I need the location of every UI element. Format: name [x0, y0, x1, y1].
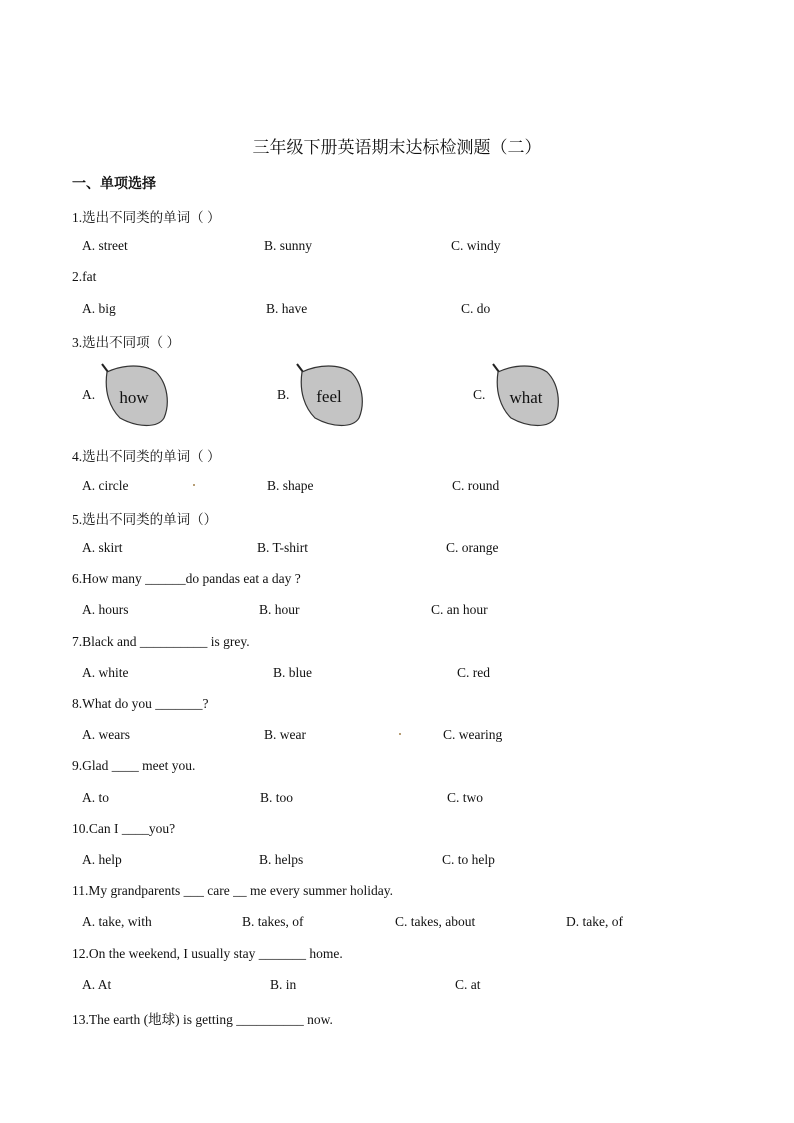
- leaf-icon: [489, 362, 565, 430]
- question-8: 8.What do you _______?: [72, 696, 209, 711]
- question-12: 12.On the weekend, I usually stay _______ home.: [72, 946, 343, 961]
- q12-option-b[interactable]: B. in: [270, 977, 297, 992]
- q6-option-c[interactable]: C. an hour: [431, 602, 488, 617]
- q6-option-a[interactable]: A. hours: [82, 602, 129, 617]
- q3-option-c-label: C.: [473, 387, 486, 402]
- q5-option-a[interactable]: A. skirt: [82, 540, 123, 555]
- q4-option-a[interactable]: A. circle: [82, 478, 129, 493]
- question-5: 5.选出不同类的单词（）: [72, 512, 218, 527]
- q3-option-a-label: A.: [82, 387, 96, 402]
- speck-mark: [193, 484, 195, 486]
- q9-option-a[interactable]: A. to: [82, 790, 109, 805]
- question-9: 9.Glad ____ meet you.: [72, 758, 196, 773]
- q4-option-c[interactable]: C. round: [452, 478, 500, 493]
- leaf-word-how: how: [119, 388, 149, 407]
- question-4: 4.选出不同类的单词（ ）: [72, 449, 221, 464]
- q12-option-c[interactable]: C. at: [455, 977, 481, 992]
- question-2: 2.fat: [72, 269, 97, 284]
- question-11: 11.My grandparents ___ care __ me every summer holiday.: [72, 883, 394, 898]
- q6-option-b[interactable]: B. hour: [259, 602, 300, 617]
- q11-option-c[interactable]: C. takes, about: [395, 914, 476, 929]
- question-7: 7.Black and __________ is grey.: [72, 634, 250, 649]
- q2-option-a[interactable]: A. big: [82, 301, 116, 316]
- leaf-word-what: what: [509, 388, 543, 407]
- q8-option-c[interactable]: C. wearing: [443, 727, 503, 742]
- section-heading: 一、单项选择: [72, 176, 156, 192]
- q7-option-b[interactable]: B. blue: [273, 665, 312, 680]
- q9-option-b[interactable]: B. too: [260, 790, 294, 805]
- q5-option-b[interactable]: B. T-shirt: [257, 540, 309, 555]
- q7-option-a[interactable]: A. white: [82, 665, 129, 680]
- leaf-icon: [293, 362, 369, 430]
- q12-option-a[interactable]: A. At: [82, 977, 112, 992]
- question-6: 6.How many ______do pandas eat a day ?: [72, 571, 301, 586]
- page-title: 三年级下册英语期末达标检测题（二）: [252, 138, 542, 158]
- q2-option-b[interactable]: B. have: [266, 301, 308, 316]
- question-1: 1.选出不同类的单词（ ）: [72, 210, 221, 225]
- q11-option-d[interactable]: D. take, of: [566, 914, 623, 929]
- q5-option-c[interactable]: C. orange: [446, 540, 499, 555]
- q4-option-b[interactable]: B. shape: [267, 478, 314, 493]
- q1-option-a[interactable]: A. street: [82, 238, 128, 253]
- q10-option-a[interactable]: A. help: [82, 852, 122, 867]
- question-3: 3.选出不同项（ ）: [72, 335, 180, 350]
- q1-option-b[interactable]: B. sunny: [264, 238, 313, 253]
- speck-mark: [399, 733, 401, 735]
- q8-option-a[interactable]: A. wears: [82, 727, 130, 742]
- leaf-word-feel: feel: [316, 387, 342, 406]
- leaf-icon: [98, 362, 174, 430]
- q10-option-c[interactable]: C. to help: [442, 852, 495, 867]
- q10-option-b[interactable]: B. helps: [259, 852, 304, 867]
- q9-option-c[interactable]: C. two: [447, 790, 484, 805]
- question-13: 13.The earth (地球) is getting __________ now.: [72, 1012, 333, 1027]
- q11-option-b[interactable]: B. takes, of: [242, 914, 304, 929]
- q1-option-c[interactable]: C. windy: [451, 238, 501, 253]
- q7-option-c[interactable]: C. red: [457, 665, 490, 680]
- question-10: 10.Can I ____you?: [72, 821, 176, 836]
- q3-option-b-label: B.: [277, 387, 290, 402]
- q2-option-c[interactable]: C. do: [461, 301, 491, 316]
- q11-option-a[interactable]: A. take, with: [82, 914, 152, 929]
- q8-option-b[interactable]: B. wear: [264, 727, 306, 742]
